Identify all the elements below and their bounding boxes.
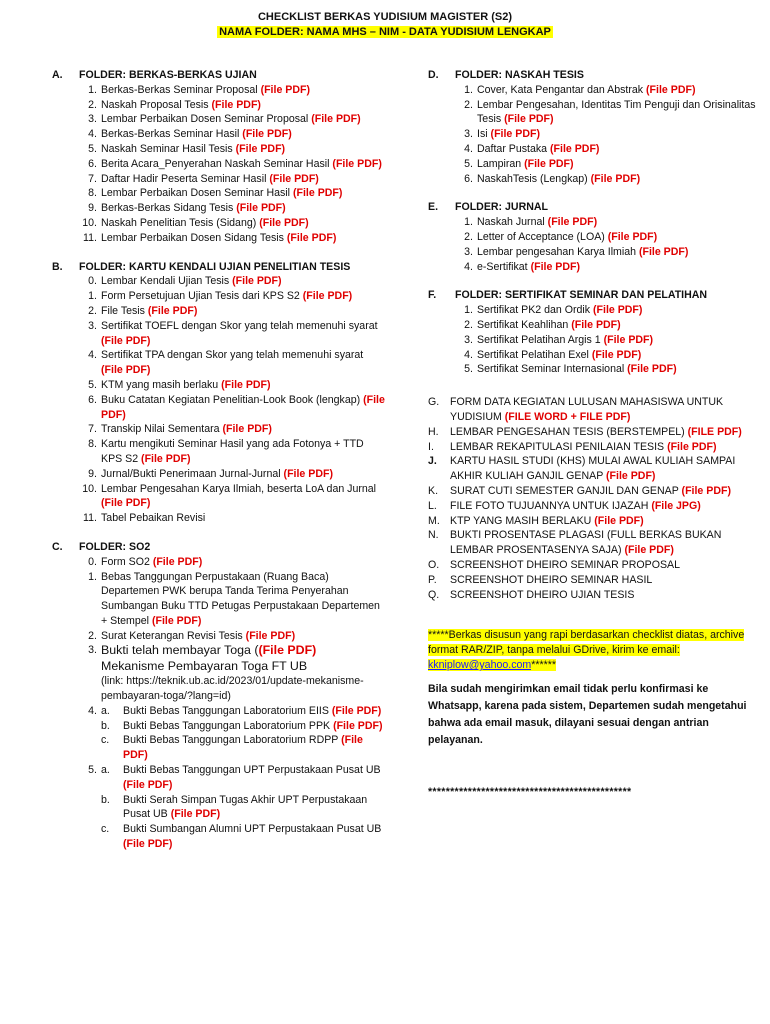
list-item: [455, 333, 758, 348]
list-item: [455, 303, 758, 318]
sub-item-letter: a.: [101, 764, 110, 777]
section-a-heading: FOLDER: BERKAS-BERKAS UJIAN: [79, 69, 257, 81]
file-type-tag: (FILE WORD + FILE PDF): [504, 410, 631, 423]
misc-item: [428, 499, 758, 514]
misc-letter: I.: [428, 440, 434, 453]
list-item: [79, 378, 387, 393]
sub-list-item: [101, 793, 387, 823]
sub-item-letter: b.: [101, 719, 110, 732]
list-item: [79, 511, 387, 526]
file-type-tag: (File PDF): [638, 245, 689, 258]
list-item-library: 5. a. Bukti Bebas Tanggungan UPT Perpustakaan Pusat UB (File PDF) b. Bukti Serah Simpan Tugas Akhir UPT Perpustakaan Pusat UB (File PDF) c. Bukti Sumbangan Alumni UPT Perpustakaan Pusat UB (File PDF): [79, 763, 387, 852]
item-text: Berkas-Berkas Seminar Hasil: [101, 128, 243, 141]
list-item: [79, 172, 387, 187]
sub-list-item: [101, 763, 387, 793]
misc-text: SURAT CUTI SEMESTER GANJIL DAN GENAP: [450, 484, 682, 497]
list-item: [79, 422, 387, 437]
item-number: 10.: [82, 482, 97, 495]
list-item: [79, 98, 387, 113]
document-title: CHECKLIST BERKAS YUDISIUM MAGISTER (S2): [257, 11, 513, 23]
list-item: [79, 127, 387, 142]
item-number: 4.: [464, 260, 473, 273]
list-item: [455, 142, 758, 157]
file-type-tag: (File PDF): [627, 363, 677, 376]
item-number: 2.: [88, 98, 97, 111]
section-b-list: [79, 274, 387, 526]
file-type-tag: (File PDF): [603, 333, 654, 346]
item-number: 4.: [464, 142, 473, 155]
item-number: 2.: [464, 230, 473, 243]
list-item: [79, 231, 387, 246]
section-a-letter: A.: [52, 69, 63, 81]
section-b-heading: FOLDER: KARTU KENDALI UJIAN PENELITIAN TESIS: [79, 260, 351, 273]
misc-letter: M.: [428, 514, 440, 527]
item-number: 6.: [88, 157, 97, 170]
item-number: 1.: [464, 83, 473, 96]
item-text: Jurnal/Bukti Penerimaan Jurnal-Jurnal: [101, 467, 284, 480]
file-type-tag: (File PDF): [211, 98, 261, 111]
list-item: [79, 304, 387, 319]
misc-item: [428, 425, 758, 440]
file-type-tag: (File PDF): [123, 734, 363, 762]
misc-text: LEMBAR PENGESAHAN TESIS (BERSTEMPEL): [450, 425, 688, 438]
item-number: 3.: [464, 245, 473, 258]
item-text: Berkas-Berkas Sidang Tesis: [101, 202, 237, 215]
item-number: 4.: [88, 128, 97, 141]
list-item: [455, 348, 758, 363]
sub-item-letter: c.: [101, 734, 110, 747]
section-a: [52, 68, 387, 246]
item-text: Naskah Jurnal: [477, 216, 548, 229]
list-item: [79, 319, 387, 349]
list-item: [79, 83, 387, 98]
item-text: e-Sertifikat: [477, 260, 531, 273]
sub-item-text: Bukti Bebas Tanggungan Laboratorium PPK: [123, 719, 334, 732]
misc-requirements-list: [428, 395, 758, 602]
file-type-tag: (File PDF): [101, 334, 151, 347]
item-text: Isi: [477, 128, 491, 141]
note-instructions: Bila sudah mengirimkan email tidak perlu konfirmasi ke Whatsapp, karena pada sistem, Departemen sudah mengetahui bahwa ada email masuk, dilayani sesuai dengan antrian pelayanan.: [428, 683, 747, 747]
item-text: Sertifikat Keahlihan: [477, 318, 572, 331]
item-number: 1.: [464, 216, 473, 229]
file-type-tag: (File PDF): [222, 423, 272, 436]
misc-item: [428, 454, 758, 484]
item-number: 5.: [88, 142, 97, 155]
section-c: [52, 540, 387, 852]
item-number: 11.: [83, 512, 97, 525]
item-text: Sertifikat Pelatihan Argis 1: [477, 333, 604, 346]
file-type-tag: (File PDF): [101, 393, 385, 421]
file-type-tag: (File PDF): [607, 230, 658, 243]
item-text: File Tesis: [101, 304, 148, 317]
section-a-list: [79, 83, 387, 246]
list-item: [455, 127, 758, 142]
misc-text: KARTU HASIL STUDI (KHS) MULAI AWAL KULIAH SAMPAI AKHIR KULIAH GANJIL GENAP: [450, 455, 736, 483]
note-highlight: *****Berkas disusun yang rapi berdasarkan checklist diatas, archive format RAR/ZIP, tanpa melalui GDrive, kirim ke email: kkniplow@yahoo.com******: [428, 629, 745, 672]
list-item: [455, 362, 758, 377]
item-number: 3.: [88, 319, 97, 332]
misc-letter: P.: [428, 573, 437, 586]
item-text: Lembar Perbaikan Dosen Seminar Hasil: [101, 187, 293, 200]
right-column: [428, 68, 758, 800]
file-type-tag: (File PDF): [141, 452, 191, 465]
section-d-heading: FOLDER: NASKAH TESIS: [455, 69, 584, 81]
section-b-letter: B.: [52, 260, 63, 273]
item-text: Buku Catatan Kegiatan Penelitian-Look Book (lengkap): [101, 393, 364, 406]
sub-item-letter: b.: [101, 793, 110, 806]
misc-letter: K.: [428, 484, 439, 497]
sub-list-item: [101, 733, 387, 763]
section-c-letter: C.: [52, 540, 63, 553]
item-text: Sertifikat TPA dengan Skor yang telah memenuhi syarat: [101, 349, 364, 362]
section-e-letter: E.: [428, 201, 439, 214]
section-e: [428, 200, 758, 274]
item-number: 4.: [464, 348, 473, 361]
file-type-tag: (File JPG): [651, 499, 701, 512]
file-type-tag: (File PDF): [286, 231, 337, 244]
item-number: 5.: [88, 378, 97, 391]
file-type-tag: (File PDF): [232, 275, 282, 288]
misc-text: BUKTI PROSENTASE PLAGASI (FULL BERKAS BUKAN LEMBAR PROSENTASENYA SAJA): [450, 529, 722, 557]
file-type-tag: (File PDF): [594, 514, 644, 527]
file-type-tag: (File PDF): [593, 304, 643, 317]
file-type-tag: (File PDF): [292, 187, 343, 200]
file-type-tag: (File PDF): [524, 157, 574, 170]
item-number: 8.: [88, 438, 97, 451]
list-item-toga: 3. Bukti telah membayar Toga ((File PDF) Mekanisme Pembayaran Toga FT UB (link: https://teknik.ub.ac.id/2023/01/update-mekanisme-pembayaran-toga/?lang=id): [79, 643, 387, 703]
file-type-tag: (File PDF): [302, 290, 353, 303]
misc-text: LEMBAR REKAPITULASI PENILAIAN TESIS: [450, 440, 668, 453]
item-number: 8.: [88, 187, 97, 200]
item-text: Lembar Perbaikan Dosen Sidang Tesis: [101, 231, 287, 244]
misc-text: FORM DATA KEGIATAN LULUSAN MAHASISWA UNTUK YUDISIUM: [450, 396, 724, 423]
item-text: Lembar Pengesahan, Identitas Tim Penguji dan Orisinalitas Tesis: [477, 98, 756, 126]
section-d: [428, 68, 758, 186]
sub-item-text: Bukti Serah Simpan Tugas Akhir UPT Perpustakaan Pusat UB: [123, 793, 368, 821]
item-text: Sertifikat TOEFL dengan Skor yang telah memenuhi syarat: [101, 319, 378, 332]
item-text: Letter of Acceptance (LOA): [477, 230, 608, 243]
section-f-letter: F.: [428, 289, 437, 302]
list-item: [79, 467, 387, 482]
item-number: 2.: [88, 304, 97, 317]
file-type-tag: (File PDF): [170, 808, 221, 821]
item-text: Sertifikat Seminar Internasional: [477, 363, 628, 376]
sub-item-text: Bukti Bebas Tanggungan Laboratorium RDPP: [123, 734, 342, 747]
file-type-tag: (File PDF): [259, 216, 309, 229]
section-f: [428, 288, 758, 377]
file-type-tag: (File PDF): [571, 318, 621, 331]
file-type-tag: (File PDF): [123, 778, 173, 791]
sub-item-letter: a.: [101, 704, 110, 717]
sub-list-item: [101, 822, 387, 852]
list-item: 0. Form SO2 (File PDF): [88, 555, 203, 568]
file-type-tag: (File PDF): [591, 348, 642, 361]
misc-letter: Q.: [428, 588, 440, 601]
file-type-tag: (File PDF): [269, 172, 319, 185]
item-text: Cover, Kata Pengantar dan Abstrak: [477, 83, 647, 96]
list-item: [455, 98, 758, 128]
item-text: Lembar pengesahan Karya Ilmiah: [477, 245, 639, 258]
file-type-tag: (FILE PDF): [687, 425, 742, 438]
lab-sublist: [101, 704, 387, 763]
list-item: [79, 482, 387, 512]
item-text: Berkas-Berkas Seminar Proposal: [101, 83, 261, 96]
file-type-tag: (File PDF): [311, 113, 361, 126]
file-type-tag: (File PDF): [101, 497, 151, 510]
item-text: Lembar Kendali Ujian Tesis: [101, 275, 233, 288]
sub-item-letter: c.: [101, 823, 110, 836]
item-text: Lampiran: [477, 157, 525, 170]
item-text: Transkip Nilai Sementara: [101, 423, 223, 436]
toga-mechanism-label: Mekanisme Pembayaran Toga FT UB: [101, 659, 308, 674]
file-type-tag: (File PDF): [504, 113, 554, 126]
item-text: Naskah Seminar Hasil Tesis: [101, 142, 236, 155]
document-subtitle: [0, 26, 770, 38]
list-item: [79, 274, 387, 289]
misc-text: KTP YANG MASIH BERLAKU: [450, 514, 595, 527]
list-item: [79, 289, 387, 304]
file-type-tag: (File PDF): [667, 440, 717, 453]
misc-item: [428, 528, 758, 558]
item-text: Berita Acara_Penyerahan Naskah Seminar Hasil: [101, 157, 333, 170]
item-text: Tabel Pebaikan Revisi: [101, 512, 206, 525]
list-item: [455, 318, 758, 333]
section-d-list: [455, 83, 758, 187]
misc-letter: J.: [428, 455, 437, 468]
file-type-tag: (File PDF): [333, 719, 383, 732]
misc-letter: G.: [428, 396, 440, 409]
section-f-heading: FOLDER: SERTIFIKAT SEMINAR DAN PELATIHAN: [455, 289, 708, 302]
item-number: 6.: [88, 393, 97, 406]
item-text: Naskah Penelitian Tesis (Sidang): [101, 216, 260, 229]
list-item: [79, 142, 387, 157]
file-type-tag: (File PDF): [152, 555, 203, 568]
item-number: 3.: [464, 333, 473, 346]
misc-text: FILE FOTO TUJUANNYA UNTUK IJAZAH: [450, 499, 652, 512]
file-type-tag: (File PDF): [646, 83, 696, 96]
item-text: Lembar Pengesahan Karya Ilmiah, beserta LoA dan Jurnal: [101, 482, 377, 495]
list-item: [79, 348, 387, 378]
item-number: 9.: [88, 467, 97, 480]
list-item: 1. Bebas Tanggungan Perpustakaan (Ruang Baca) Departemen PWK berupa Tanda Terima Penyerahan Sumbangan Buku TTD Petugas Perpustakaan Departemen + Stempel (File PDF): [88, 570, 380, 627]
item-number: 1.: [88, 290, 97, 303]
file-type-tag: (File PDF): [235, 142, 286, 155]
item-number: 3.: [464, 128, 473, 141]
misc-item: [428, 588, 758, 603]
library-sublist: [101, 763, 387, 852]
misc-text: SCREENSHOT DHEIRO UJIAN TESIS: [450, 588, 635, 601]
misc-letter: O.: [428, 558, 440, 571]
file-type-tag: (File PDF): [221, 378, 271, 391]
file-type-tag: (File PDF): [258, 643, 317, 658]
sub-item-text: Bukti Sumbangan Alumni UPT Perpustakaan Pusat UB: [123, 823, 382, 836]
item-number: 2.: [464, 318, 473, 331]
list-item: [455, 83, 758, 98]
list-item-lab: 4. a. Bukti Bebas Tanggungan Laboratorium EIIS (File PDF) b. Bukti Bebas Tanggungan Laboratorium PPK (File PDF) c. Bukti Bebas Tanggungan Laboratorium RDPP (File PDF): [79, 704, 387, 763]
item-number: 4.: [88, 349, 97, 362]
item-number: 5.: [464, 157, 473, 170]
item-number: 0.: [88, 275, 97, 288]
section-e-list: [455, 215, 758, 274]
file-type-tag: (File PDF): [606, 470, 656, 483]
sub-item-text: Bukti Bebas Tanggungan UPT Perpustakaan Pusat UB: [123, 764, 381, 777]
list-item: [455, 230, 758, 245]
item-text: Daftar Pustaka: [477, 142, 551, 155]
file-type-tag: (File PDF): [331, 704, 382, 717]
list-item: [455, 157, 758, 172]
misc-letter: N.: [428, 529, 439, 542]
item-number: 11.: [83, 231, 97, 244]
file-type-tag: (File PDF): [245, 629, 296, 642]
left-column: [52, 68, 387, 852]
item-number: 1.: [88, 83, 97, 96]
list-item: [455, 260, 758, 275]
section-c-heading: FOLDER: SO2: [79, 540, 151, 553]
misc-item: [428, 514, 758, 529]
file-type-tag: (File PDF): [530, 260, 581, 273]
misc-item: [428, 395, 758, 425]
sub-item-text: Bukti Bebas Tanggungan Laboratorium EIIS: [123, 704, 332, 717]
item-text: NaskahTesis (Lengkap): [477, 172, 591, 185]
section-f-list: [455, 303, 758, 377]
list-item: [79, 157, 387, 172]
list-item: 2. Surat Keterangan Revisi Tesis (File PDF): [88, 629, 296, 642]
toga-link[interactable]: (link: https://teknik.ub.ac.id/2023/01/update-mekanisme-pembayaran-toga/?lang=id): [101, 675, 364, 703]
file-type-tag: (File PDF): [123, 838, 173, 851]
sub-list-item: [101, 719, 387, 734]
stars-divider: **********************************************: [428, 786, 632, 799]
item-text: Lembar Perbaikan Dosen Seminar Proposal: [101, 113, 312, 126]
file-type-tag: (File PDF): [147, 304, 198, 317]
item-number: 7.: [88, 423, 97, 436]
list-item: [455, 172, 758, 187]
item-text: KTM yang masih berlaku: [101, 378, 222, 391]
misc-letter: H.: [428, 425, 439, 438]
file-type-tag: (File PDF): [283, 467, 333, 480]
misc-item: [428, 440, 758, 455]
file-type-tag: (File PDF): [236, 202, 286, 215]
item-text: Form Persetujuan Ujian Tesis dari KPS S2: [101, 290, 303, 303]
file-type-tag: (File PDF): [260, 83, 310, 96]
file-type-tag: (File PDF): [332, 157, 382, 170]
list-item: [79, 216, 387, 231]
misc-letter: L.: [428, 499, 437, 512]
section-d-letter: D.: [428, 69, 439, 81]
list-item: [79, 112, 387, 127]
list-item: [79, 186, 387, 201]
file-type-tag: (File PDF): [490, 128, 540, 141]
misc-item: [428, 558, 758, 573]
misc-item: [428, 573, 758, 588]
file-type-tag: (File PDF): [151, 614, 202, 627]
item-text: Sertifikat PK2 dan Ordik: [477, 304, 593, 317]
misc-text: SCREENSHOT DHEIRO SEMINAR PROPOSAL: [450, 558, 680, 571]
misc-item: [428, 484, 758, 499]
item-text: Naskah Proposal Tesis: [101, 98, 212, 111]
item-number: 10.: [82, 216, 97, 229]
item-text: Kartu mengikuti Seminar Hasil yang ada Fotonya + TTD KPS S2: [101, 438, 364, 465]
file-type-tag: (File PDF): [547, 216, 598, 229]
misc-text: SCREENSHOT DHEIRO SEMINAR HASIL: [450, 573, 653, 586]
list-item: [79, 393, 387, 423]
item-number: 2.: [464, 98, 473, 111]
list-item: [455, 245, 758, 260]
item-number: 5.: [464, 363, 473, 376]
file-type-tag: (File PDF): [590, 172, 641, 185]
list-item: [79, 437, 387, 467]
file-type-tag: (File PDF): [624, 544, 674, 557]
item-number: 9.: [88, 202, 97, 215]
submission-note: [428, 628, 758, 749]
item-text: Sertifikat Pelatihan Exel: [477, 348, 592, 361]
section-b: [52, 260, 387, 526]
list-item: [79, 201, 387, 216]
file-type-tag: (File PDF): [101, 364, 151, 377]
section-e-heading: FOLDER: JURNAL: [455, 201, 548, 214]
file-type-tag: (File PDF): [242, 128, 292, 141]
item-number: 6.: [464, 172, 473, 185]
item-number: 7.: [88, 172, 97, 185]
file-type-tag: (File PDF): [681, 484, 731, 497]
item-text: Daftar Hadir Peserta Seminar Hasil: [101, 172, 270, 185]
email-link[interactable]: kkniplow@yahoo.com: [428, 659, 532, 672]
subtitle-highlight: NAMA FOLDER: NAMA MHS – NIM - DATA YUDISIUM LENGKAP: [219, 26, 551, 38]
item-number: 3.: [88, 113, 97, 126]
list-item: [455, 215, 758, 230]
sub-list-item: [101, 704, 387, 719]
item-number: 1.: [464, 304, 473, 317]
file-type-tag: (File PDF): [550, 142, 600, 155]
